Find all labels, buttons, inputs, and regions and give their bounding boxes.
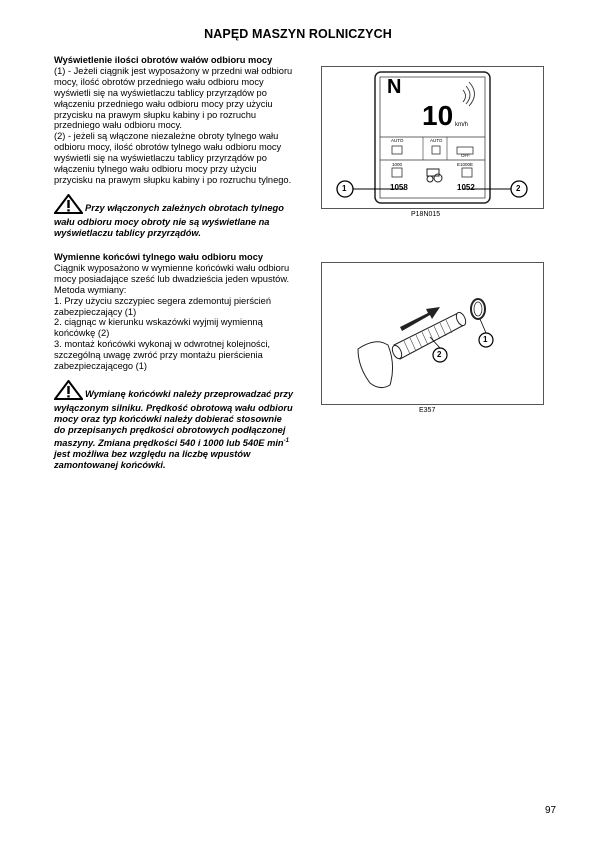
front-pto-rpm: 1058 <box>390 183 408 192</box>
text-line: przedniego wału odbioru mocy. <box>54 120 182 131</box>
text-line: mocy, ilość obrotów przedniego wału odbioru mocy <box>54 76 264 87</box>
text-line: szczególną uwagę zwróć przy montażu pierścienia <box>54 350 263 361</box>
text-line: przycisku na prawym słupku kabiny i po rozruchu tylnego. <box>54 174 292 185</box>
rear-pto-rpm: 1052 <box>457 183 475 192</box>
text-line: wyświetli się na wyświetlaczu tablicy przyrządów po <box>54 87 267 98</box>
text-line: mocy posiadające sześć lub dwadzieścia jeden wpustów. <box>54 273 290 284</box>
callout-2: 2 <box>516 184 521 193</box>
section-heading: Wyświetlenie ilości obrotów wałów odbioru mocy <box>54 55 273 65</box>
warning-line: maszyny. Zmiana prędkości 540 i 1000 lub 540E $\min^{-1}$ <box>54 437 289 448</box>
section-pto-stubs <box>54 252 316 470</box>
text-line: włączeniu tylnego wału odbioru mocy przy użyciu <box>54 164 257 175</box>
figure-pto-stub <box>321 262 544 405</box>
text-line: (1) - Jeżeli ciągnik jest wyposażony w przedni wał odbioru <box>54 65 293 76</box>
auto-label: AUTO <box>430 138 443 143</box>
section-ptos-display <box>54 55 316 239</box>
text-line: przycisku na prawym słupku kabiny i po rozruchu <box>54 109 257 120</box>
warning-line: do przepisanych prędkości obrotowych podłączonej <box>54 424 286 435</box>
speed-unit: km/h <box>455 122 469 128</box>
warning-icon <box>54 194 83 217</box>
warning-line: wału odbioru mocy obroty nie są wyświetlane na <box>54 216 270 227</box>
off-label: OFF <box>461 153 470 158</box>
text-line: (2) - jeżeli są włączone niezależne obroty tylnego wału <box>54 131 279 142</box>
figure-caption: P18N015 <box>411 211 441 218</box>
warning-line: wyświetlaczu tablicy przyrządów. <box>54 227 201 238</box>
callout-1: 1 <box>483 335 488 344</box>
pto-e1000e-label: E1000E <box>457 162 474 167</box>
figure-caption: E357 <box>419 407 436 414</box>
text-line: 3. montaż końcówki wykonaj w odwrotnej kolejności, <box>54 339 270 350</box>
page-title: NAPĘD MASZYN ROLNICZYCH <box>204 27 392 41</box>
warning-note <box>54 194 316 239</box>
warning-line: zamontowanej końcówki. <box>54 459 166 470</box>
warning-line: jest możliwa bez względu na liczbę wpustów <box>54 448 251 459</box>
warning-icon <box>54 380 83 403</box>
gear-indicator: N <box>387 76 402 98</box>
text-line: Metoda wymiany: <box>54 284 127 295</box>
text-line: 1. Przy użyciu szczypiec segera zdemontuj pierścień <box>54 295 272 306</box>
speed-readout: 10 <box>422 100 454 131</box>
callout-1: 1 <box>342 184 347 193</box>
figure-display-panel <box>321 66 544 209</box>
text-line: 2. ciągnąc w kierunku wskazówki wyjmij wymienną <box>54 317 263 328</box>
text-line: końcówkę (2) <box>54 328 110 339</box>
pto-1000-label: 1000 <box>392 162 403 167</box>
callout-2: 2 <box>437 350 442 359</box>
section-body <box>54 66 316 186</box>
text-line: zabezpieczającego (1) <box>54 361 148 372</box>
warning-line: Wymianę końcówki należy przeprowadzać przy <box>85 388 294 399</box>
warning-line: wyłączonym silniku. Prędkość obrotową wału odbioru <box>54 402 293 413</box>
auto-label: AUTO <box>391 138 404 143</box>
text-line: wyświetli się na wyświetlaczu tablicy przyrządów po <box>54 153 267 164</box>
warning-line: Przy włączonych zależnych obrotach tylnego <box>85 202 284 213</box>
text-line: Ciągnik wyposażono w wymienne końcówki wału odbioru <box>54 262 290 273</box>
text-line: odbioru mocy, ilość obrotów tylnego wału odbioru mocy <box>54 142 282 153</box>
section-heading: Wymienne końcówi tylnego wału odbioru mocy <box>54 252 264 262</box>
text-line: zabezpieczający (1) <box>54 306 137 317</box>
section-body <box>54 263 316 372</box>
text-line: włączeniu przedniego wału odbioru mocy przy użyciu <box>54 98 273 109</box>
warning-note <box>54 380 316 470</box>
warning-line: mocy oraz typ końcówki należy dobierać stosownie <box>54 413 282 424</box>
page-number: 97 <box>545 805 557 816</box>
